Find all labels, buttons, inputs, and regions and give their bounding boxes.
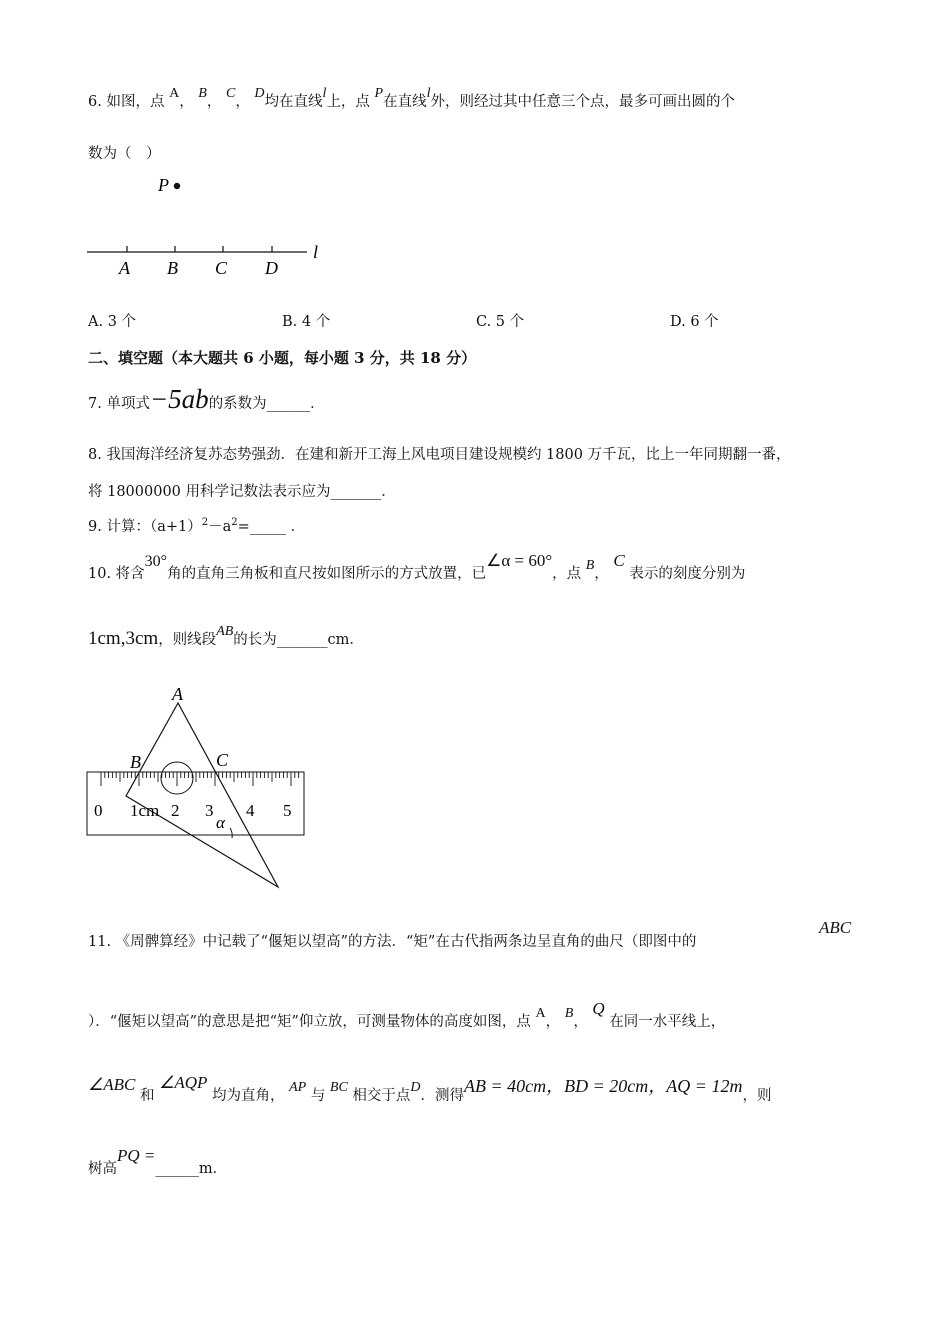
q11-and: 和 — [139, 1088, 155, 1104]
q9-mid: －a — [208, 519, 232, 535]
fig-label-c: C — [215, 258, 228, 278]
option-d: D. 6 个 — [670, 314, 719, 330]
option-b: B. 4 个 — [282, 314, 331, 330]
q10-values: 1cm,3cm — [88, 628, 159, 649]
q11-point-q: Q — [592, 999, 605, 1018]
q6-figure — [80, 170, 340, 285]
point-p-label: P — [374, 86, 384, 101]
triangle — [126, 703, 278, 887]
ruler-label-1cm: 1cm — [130, 801, 160, 820]
q11-line2 — [88, 999, 726, 1032]
q6-line2: 数为（ ） — [88, 146, 161, 162]
q11-angle-abc: ∠ABC — [88, 1075, 136, 1094]
q10-point-c: C — [613, 551, 625, 570]
point-b-label: B — [198, 86, 207, 101]
q10-point-b: B — [585, 558, 595, 573]
q11-point-b: B — [564, 1006, 574, 1021]
q11-mid: 均为直角， — [211, 1088, 285, 1104]
q11-measured: ．测得 — [420, 1088, 465, 1104]
q9-prefix: 9. 计算：（a+1） — [88, 519, 202, 535]
fig-label-alpha: α — [216, 813, 225, 832]
q7-line — [88, 383, 325, 415]
q9-sup2: 2 — [231, 517, 238, 528]
ruler-ticks — [101, 772, 299, 786]
sep: ， — [573, 1014, 588, 1030]
sep: ， — [235, 94, 250, 110]
q11-line1-text: 11. 《周髀算经》中记载了“偃矩以望高”的方法．“矩”在古代指两条边呈直角的曲尺（即图中的 — [88, 934, 697, 950]
q6-mid2: 上，点 — [326, 94, 370, 110]
sep: ， — [545, 1014, 561, 1030]
q6-mid1: 均在直线 — [264, 94, 323, 110]
sep: ， — [206, 94, 222, 110]
q11-line1 — [88, 934, 696, 951]
ruler-label-0: 0 — [94, 801, 103, 820]
q9-sup1: 2 — [201, 517, 209, 528]
q10-line2 — [88, 624, 364, 651]
q11-angle-aqp: ∠AQP — [159, 1073, 208, 1092]
fig-label-l: l — [313, 242, 319, 262]
fig-label-d: D — [265, 258, 278, 278]
q7-suffix: 的系数为______． — [208, 396, 325, 412]
q10-mid1: 角的直角三角板和直尺按如图所示的方式放置，已 — [167, 566, 487, 582]
q11-segment-bc: BC — [329, 1080, 348, 1095]
q10-figure — [80, 680, 320, 895]
fig-label-p: P — [158, 175, 169, 195]
q7-expression: −5ab — [149, 384, 209, 414]
q11-line4-prefix: 树高 — [88, 1161, 117, 1177]
q11-line2-tail: 在同一水平线上， — [609, 1014, 726, 1030]
point-d-label: D — [254, 86, 265, 101]
q11-segment-ap: AP — [289, 1080, 307, 1095]
q11-abc: ABC — [819, 918, 852, 937]
q9-line — [88, 519, 305, 536]
section-title: 二、填空题（本大题共 6 小题，每小题 3 分，共 18 分） — [88, 349, 477, 367]
q6-tail: 外，则经过其中任意三个点，最多可画出圆的个 — [430, 94, 735, 110]
q11-pq: PQ = — [117, 1146, 156, 1165]
q8-line2: 将 18000000 用科学记数法表示应为_______． — [88, 484, 396, 500]
q11-line4-tail: ______m． — [155, 1161, 228, 1177]
fig-label-a: A — [172, 684, 183, 704]
q10-segment-ab: AB — [216, 624, 234, 639]
q10-degree: 30° — [144, 553, 168, 570]
point-c-label: C — [225, 86, 236, 101]
q11-with: 与 — [310, 1088, 326, 1104]
q8-line1: 8. 我国海洋经济复苏态势强劲．在建和新开工海上风电项目建设规模约 1800 万千瓦，比上一年同期翻一番， — [88, 447, 791, 463]
q10-angle: ∠α = 60° — [486, 551, 553, 570]
sep: ， — [179, 94, 194, 110]
q11-line4 — [88, 1146, 228, 1178]
line-l-label: l — [426, 86, 431, 101]
q10-line1 — [88, 551, 746, 584]
q6-mid3: 在直线 — [383, 94, 427, 110]
point-a-label: A — [169, 86, 180, 101]
line-l-label: l — [322, 86, 327, 101]
q7-prefix: 7. 单项式 — [88, 396, 150, 412]
q6-prefix: 6. 如图，点 — [88, 94, 165, 110]
q11-measures: AB = 40cm，BD = 20cm，AQ = 12m — [464, 1076, 743, 1096]
q10-mid2: ，点 — [552, 566, 582, 582]
ruler-label-3: 3 — [205, 801, 214, 820]
q11-cross: 相交于点 — [352, 1088, 411, 1104]
fig-label-c: C — [216, 750, 229, 770]
q9-suffix: =_____ ． — [237, 519, 306, 535]
ruler-label-2: 2 — [171, 801, 180, 820]
fig-label-b: B — [130, 752, 141, 772]
ruler-label-5: 5 — [283, 801, 292, 820]
q11-then: ，则 — [742, 1088, 772, 1104]
option-c: C. 5 个 — [476, 314, 525, 330]
q10-tail: 表示的刻度分别为 — [629, 566, 746, 582]
angle-arc — [230, 828, 232, 838]
fig-label-b: B — [167, 258, 178, 278]
sep: ， — [594, 566, 609, 582]
q10-line2-tail: 的长为_______cm． — [233, 632, 364, 648]
q10-prefix: 10. 将含 — [88, 566, 145, 582]
q6-line1 — [88, 86, 735, 112]
q11-point-d: D — [410, 1080, 421, 1095]
fig-label-a: A — [119, 258, 130, 278]
point-p-dot — [174, 183, 180, 189]
q11-line2-text: ）．“偃矩以望高”的意思是把“矩”仰立放，可测量物体的高度如图，点 — [88, 1014, 531, 1030]
q11-line3 — [88, 1073, 772, 1106]
q11-point-a: A — [535, 1006, 546, 1021]
ruler-label-4: 4 — [246, 801, 255, 820]
option-a: A. 3 个 — [88, 314, 137, 330]
q10-line2-mid: ，则线段 — [158, 632, 217, 648]
